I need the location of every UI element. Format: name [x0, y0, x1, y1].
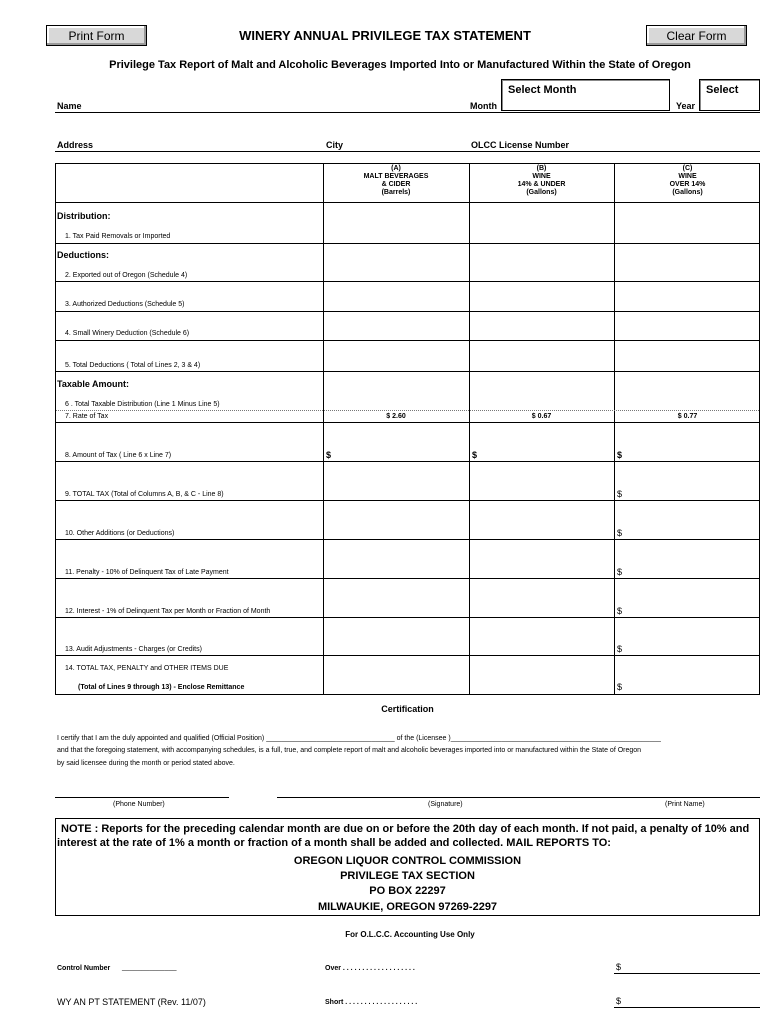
mail-address-3: PO BOX 22297 — [369, 885, 446, 897]
row-line-2 — [56, 281, 759, 282]
month-label: Month — [470, 101, 497, 111]
print-form-button[interactable]: Print Form — [46, 25, 147, 46]
line-13-dollar: $ — [617, 644, 623, 654]
row-line-4 — [56, 340, 759, 341]
row-line-1 — [56, 243, 759, 244]
note-line-1: NOTE : Reports for the preceding calendar month are due on or before the 20th day of each month. If not paid, a penalty of 10% and — [61, 823, 750, 835]
rate-b: $ 0.67 — [531, 413, 552, 420]
line-14-sublabel: (Total of Lines 9 through 13) - Enclose Remittance — [78, 684, 245, 691]
row-line-8 — [56, 461, 759, 462]
header-row-line — [56, 202, 759, 203]
clear-form-button[interactable]: Clear Form — [646, 25, 747, 46]
row-line-3 — [56, 311, 759, 312]
short-line — [614, 1007, 760, 1008]
row-line-6 — [56, 410, 759, 411]
address-row-line — [55, 151, 760, 152]
taxable-heading: Taxable Amount: — [57, 379, 130, 389]
col-b-header: (B) WINE 14% & UNDER (Gallons) — [517, 165, 566, 196]
line-10-label: 10. Other Additions (or Deductions) — [65, 530, 175, 537]
line-11-dollar: $ — [617, 567, 623, 577]
row-line-10 — [56, 539, 759, 540]
short-label: Short . . . . . . . . . . . . . . . . . . . — [325, 999, 418, 1006]
line-6-label: 6 . Total Taxable Distribution (Line 1 Minus Line 5) — [65, 401, 220, 408]
year-label: Year — [676, 101, 696, 111]
col-a-header: (A) MALT BEVERAGES & CIDER (Barrels) — [363, 165, 429, 196]
line-4-label: 4. Small Winery Deduction (Schedule 6) — [65, 330, 190, 337]
row-line-13 — [56, 655, 759, 656]
city-label: City — [326, 140, 344, 150]
line-14-label: 14. TOTAL TAX, PENALTY and OTHER ITEMS DUE — [65, 665, 229, 672]
line-5-label: 5. Total Deductions ( Total of Lines 2, 3 & 4) — [65, 362, 201, 369]
mail-address-1: OREGON LIQUOR CONTROL COMMISSION — [293, 855, 522, 867]
phone-line — [55, 797, 229, 798]
mail-address-2: PRIVILEGE TAX SECTION — [340, 870, 475, 882]
line-12-dollar: $ — [617, 606, 623, 616]
rate-c: $ 0.77 — [677, 413, 698, 420]
name-row-line — [55, 112, 760, 113]
line-3-label: 3. Authorized Deductions (Schedule 5) — [65, 301, 185, 308]
year-select[interactable]: Select — [699, 79, 760, 111]
control-number-label: Control Number — [57, 965, 111, 972]
row-line-11 — [56, 578, 759, 579]
signature-line — [277, 797, 760, 798]
line-10-dollar: $ — [617, 528, 623, 538]
line-8-dollar-a: $ — [326, 450, 332, 460]
line-9-dollar: $ — [617, 489, 623, 499]
form-id: WY AN PT STATEMENT (Rev. 11/07) — [57, 997, 206, 1007]
over-line — [614, 973, 760, 974]
line-8-label: 8. Amount of Tax ( Line 6 x Line 7) — [65, 452, 172, 459]
signature-label: (Signature) — [428, 801, 463, 808]
line-11-label: 11. Penalty - 10% of Delinquent Tax of Late Payment — [65, 569, 229, 576]
line-8-dollar-b: $ — [472, 450, 478, 460]
name-label: Name — [57, 101, 82, 111]
control-number-blank: ______________ — [122, 964, 177, 971]
distribution-heading: Distribution: — [57, 211, 111, 221]
short-dollar: $ — [616, 996, 622, 1006]
note-line-2: interest at the rate of 1% a month or fraction of a month shall be added and collected. MAIL REPORTS TO: — [57, 837, 611, 849]
line-8-dollar-c: $ — [617, 450, 623, 460]
over-label: Over . . . . . . . . . . . . . . . . . . . — [325, 965, 415, 972]
certification-line-2: and that the foregoing statement, with accompanying schedules, is a full, true, and complete report of malt and alcoholic beverages imported into or manufactured within the State of Oregon — [57, 747, 642, 754]
line-14-dollar: $ — [617, 682, 623, 692]
form-title: WINERY ANNUAL PRIVILEGE TAX STATEMENT — [239, 28, 531, 43]
line-13-label: 13. Audit Adjustments - Charges (or Credits) — [65, 646, 202, 653]
line-12-label: 12. Interest - 1% of Delinquent Tax per Month or Fraction of Month — [65, 608, 271, 615]
rate-a: $ 2.60 — [386, 413, 406, 420]
address-label: Address — [57, 140, 94, 150]
row-line-5 — [56, 371, 759, 372]
row-line-7 — [56, 422, 759, 423]
note-box — [55, 818, 760, 916]
certification-heading: Certification — [381, 704, 434, 714]
mail-address-4: MILWAUKIE, OREGON 97269-2297 — [317, 901, 498, 913]
deductions-heading: Deductions: — [57, 250, 110, 260]
license-label: OLCC License Number — [471, 140, 570, 150]
tax-table — [55, 163, 760, 695]
line-9-label: 9. TOTAL TAX (Total of Columns A, B, & C - Line 8) — [65, 491, 224, 498]
line-7-label: 7. Rate of Tax — [65, 413, 109, 420]
over-dollar: $ — [616, 962, 622, 972]
certification-line-1: I certify that I am the duly appointed and qualified (Official Position) _________________________________ of the (Licensee )______________________________________________________ — [57, 735, 661, 742]
phone-label: (Phone Number) — [113, 801, 165, 808]
row-line-9 — [56, 500, 759, 501]
form-subtitle: Privilege Tax Report of Malt and Alcoholic Beverages Imported Into or Manufactured Within the State of Oregon — [109, 59, 691, 71]
print-name-label: (Print Name) — [665, 801, 705, 808]
certification-line-3: by said licensee during the month or period stated above. — [57, 760, 235, 767]
month-select[interactable]: Select Month — [501, 79, 670, 111]
col-c-header: (C) WINE OVER 14% (Gallons) — [669, 165, 706, 196]
line-2-label: 2. Exported out of Oregon (Schedule 4) — [65, 272, 188, 279]
accounting-heading: For O.L.C.C. Accounting Use Only — [345, 930, 475, 939]
line-1-label: 1. Tax Paid Removals or Imported — [65, 233, 171, 240]
row-line-12 — [56, 617, 759, 618]
